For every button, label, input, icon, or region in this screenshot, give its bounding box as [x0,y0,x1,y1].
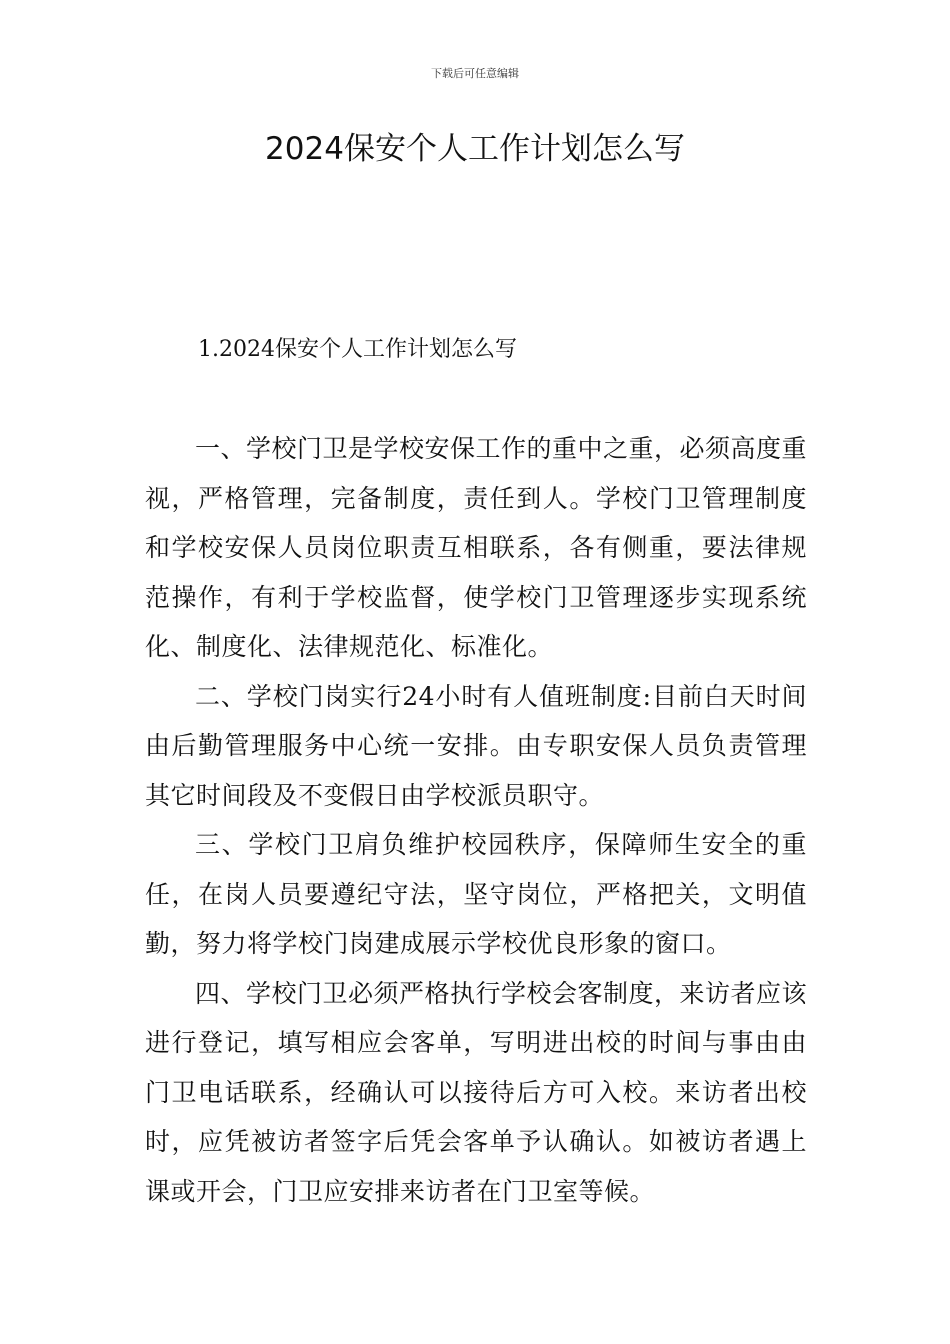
paragraph-1: 一、学校门卫是学校安保工作的重中之重，必须高度重视，严格管理，完备制度，责任到人。学校门卫管理制度和学校安保人员岗位职责互相联系，各有侧重，要法律规范操作，有利于学校监督，使学校门卫管理逐步实现系统化、制度化、法律规范化、标准化。 [145,434,808,661]
paragraph-4: 四、学校门卫必须严格执行学校会客制度，来访者应该进行登记，填写相应会客单，写明进出校的时间与事由由门卫电话联系，经确认可以接待后方可入校。来访者出校时，应凭被访者签字后凭会客单予认确认。如被访者遇上课或开会，门卫应安排来访者在门卫室等候。 [145,978,808,1206]
document-body [145,424,807,1216]
paragraph-2: 二、学校门岗实行24小时有人值班制度:目前白天时间由后勤管理服务中心统一安排。由专职安保人员负责管理其它时间段及不变假日由学校派员职守。 [145,681,807,810]
header-note: 下载后可任意编辑 [431,67,519,80]
section-heading: 1.2024保安个人工作计划怎么写 [198,337,517,362]
document-title: 2024保安个人工作计划怎么写 [265,131,685,167]
paragraph-3: 三、学校门卫肩负维护校园秩序，保障师生安全的重任，在岗人员要遵纪守法，坚守岗位，严格把关，文明值勤，努力将学校门岗建成展示学校优良形象的窗口。 [145,830,807,958]
